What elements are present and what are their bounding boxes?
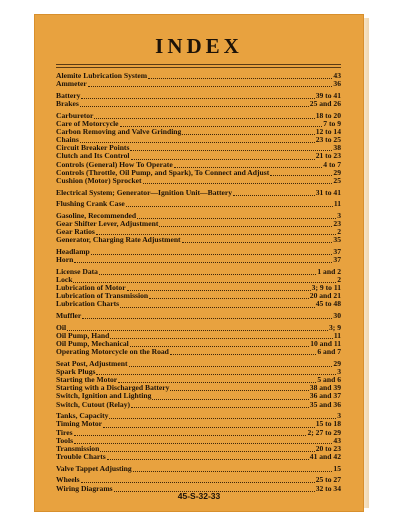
entry-label: Gear Shifter Lever, Adjustment [56,218,159,228]
entry-label: Transmission [56,443,100,453]
entry-label: Starting with a Discharged Battery [56,383,170,393]
entry-label: Chains [56,135,79,145]
entry-label: Tires [56,427,73,437]
entry-page: 23 [333,218,341,228]
entry-page: 7 to 9 [323,118,341,128]
entry-page: 38 [333,143,341,153]
entry-page: 6 and 7 [317,347,341,357]
entry-label: Circuit Breaker Points [56,143,130,153]
dot-leader [174,166,323,168]
dot-leader [137,217,336,219]
entry-page: 10 and 11 [310,338,341,348]
index-entry [56,401,341,409]
entry-label: Flushing Crank Case [56,199,125,209]
dot-leader [133,470,333,472]
dot-leader [120,306,315,308]
entry-label: Controls (General) How To Operate [56,159,173,169]
entry-page: 36 and 37 [309,391,341,401]
entry-label: Carburetor [56,110,94,120]
index-entry [56,437,341,445]
entry-page: 20 and 21 [309,291,341,301]
dot-leader [148,77,332,79]
page-title: INDEX [155,34,243,58]
dot-leader [94,117,314,119]
index-entry [56,92,341,100]
entry-page: 45 to 48 [315,299,341,309]
entry-page: 15 to 18 [315,419,341,429]
dot-leader [149,297,309,299]
entry-label: Wiring Diagrams [56,483,113,493]
dot-leader [129,365,333,367]
entry-page: 36 [333,79,341,89]
entry-page: 4 to 7 [323,159,341,169]
dot-leader [127,289,311,291]
index-entry [56,236,341,244]
entry-page: 37 [333,246,341,256]
index-entry [56,276,341,284]
entry-label: Ammeter [56,79,87,89]
dot-leader [120,125,323,127]
dot-leader [73,281,336,283]
dot-leader [88,85,333,87]
entry-label: Lubrication Charts [56,299,120,309]
entry-page: 2 [337,227,341,237]
entry-page: 15 [333,463,341,473]
page-edge [364,18,369,508]
entry-page: 2; 27 to 29 [307,427,341,437]
entry-page: 3 [337,411,341,421]
entry-label: Carbon Removing and Valve Grinding [56,126,182,136]
dot-leader [152,398,308,400]
entry-label: Switch, Cutout (Relay) [56,399,131,409]
dot-leader [143,182,333,184]
dot-leader [270,174,332,176]
entry-page: 3 [337,366,341,376]
entry-label: Headlamp [56,246,90,256]
dot-leader [67,329,328,331]
entry-page: 31 to 41 [315,187,341,197]
index-entry [56,268,341,276]
entry-label: Oil [56,322,67,332]
dot-leader [159,225,332,227]
entry-label: Gasoline, Recommended [56,210,137,220]
entry-label: Lubrication of Motor [56,283,126,293]
entry-label: Tools [56,435,74,445]
entry-page: 30 [333,311,341,320]
entry-label: Muffler [56,311,82,320]
dot-leader [182,133,314,135]
dot-leader [74,442,332,444]
dot-leader [103,426,315,428]
entry-page: 25 [333,176,341,186]
entry-page: 38 and 39 [309,383,341,393]
entry-page: 25 to 27 [315,475,341,485]
dot-leader [118,381,316,383]
dot-leader [74,434,307,436]
entry-label: Gear Ratios [56,227,95,237]
index-entry [56,189,341,197]
dot-leader [99,273,316,275]
dot-leader [126,205,333,207]
index-entry [56,368,341,376]
index-entry [56,177,341,185]
title-rule-bottom [56,67,341,68]
entry-page: 3; 9 to 11 [311,283,341,293]
entry-page: 12 to 14 [315,126,341,136]
entry-label: Seat Post, Adjustment [56,358,128,368]
entry-label: Tanks, Capacity [56,411,109,421]
dot-leader [91,253,333,255]
entry-label: Timing Motor [56,419,103,429]
dot-leader [130,345,309,347]
index-entry [56,476,341,484]
entry-label: Operating Motorcycle on the Road [56,347,169,357]
dot-leader [131,406,309,408]
entry-page: 5 and 6 [317,375,341,385]
index-entry [56,136,341,144]
index-entry [56,324,341,332]
index-entry [56,420,341,428]
index-entry [56,112,341,120]
dot-leader [82,317,332,319]
entry-page: 43 [333,435,341,445]
entry-label: Switch, Ignition and Lighting [56,391,152,401]
dot-leader [81,97,314,99]
index-page [34,14,364,512]
entry-page: 25 and 26 [309,98,341,108]
dot-leader [96,233,336,235]
index-entry [56,348,341,356]
entry-label: Wheels [56,475,80,485]
index-entry [56,300,341,308]
entry-label: Lock [56,274,73,284]
index-entry [56,128,341,136]
entry-label: Clutch and Its Control [56,151,130,161]
index-entries [56,72,341,493]
index-entry [56,72,341,80]
entry-label: Trouble Charts [56,452,106,462]
entry-page: 29 [333,167,341,177]
entry-page: 41 and 42 [309,452,341,462]
dot-leader [96,373,336,375]
dot-leader [130,149,332,151]
entry-page: 3 [337,210,341,220]
dot-leader [80,105,309,107]
entry-label: Brakes [56,98,79,108]
entry-label: Cushion (Motor) Sprocket [56,176,142,186]
entry-page: 18 to 20 [315,110,341,120]
dot-leader [110,337,332,339]
dot-leader [233,194,315,196]
entry-label: Alemite Lubrication System [56,71,148,80]
dot-leader [170,389,308,391]
dot-leader [100,450,314,452]
entry-page: 23 to 25 [315,135,341,145]
entry-label: Oil Pump, Mechanical [56,338,129,348]
entry-page: 1 and 2 [317,266,341,276]
index-entry [56,100,341,108]
index-entry [56,228,341,236]
index-entry [56,360,341,368]
entry-page: 11 [333,330,341,340]
index-entry [56,200,341,208]
index-entry [56,220,341,228]
entry-label: Lubrication of Transmission [56,291,149,301]
entry-label: Controls (Throttle, Oil Pump, and Spark), To Connect and Adjust [56,167,270,177]
index-entry [56,248,341,256]
dot-leader [107,458,309,460]
entry-page: 35 [333,235,341,245]
entry-page: 39 to 41 [315,90,341,100]
entry-label: Valve Tappet Adjusting [56,463,132,473]
dot-leader [81,481,315,483]
dot-leader [182,241,333,243]
entry-page: 2 [337,274,341,284]
entry-page: 43 [333,71,341,80]
dot-leader [109,417,336,419]
entry-page: 35 and 36 [309,399,341,409]
dot-leader [74,261,332,263]
dot-leader [131,158,315,160]
index-entry [56,256,341,264]
page-footer-code: 45-S-32-33 [177,491,221,501]
dot-leader [80,141,315,143]
entry-label: Starting the Motor [56,375,118,385]
entry-page: 3; 9 [328,322,341,332]
dot-leader [170,353,316,355]
title-rule-top [56,64,341,65]
entry-label: Battery [56,90,81,100]
index-entry [56,312,341,320]
index-entry [56,453,341,461]
entry-page: 11 [333,199,341,209]
entry-page: 32 to 34 [315,483,341,493]
entry-label: Spark Plugs [56,366,96,376]
entry-label: Electrical System; Generator—Ignition Unit—Battery [56,187,233,197]
entry-label: License Data [56,266,98,276]
index-entry [56,465,341,473]
entry-label: Horn [56,255,74,265]
entry-page: 21 to 23 [315,151,341,161]
index-entry [56,429,341,437]
entry-page: 29 [333,358,341,368]
entry-page: 37 [333,255,341,265]
entry-page: 20 to 23 [315,443,341,453]
entry-label: Generator, Charging Rate Adjustment [56,235,181,245]
entry-label: Care of Motorcycle [56,118,119,128]
index-entry [56,80,341,88]
entry-label: Oil Pump, Hand [56,330,110,340]
